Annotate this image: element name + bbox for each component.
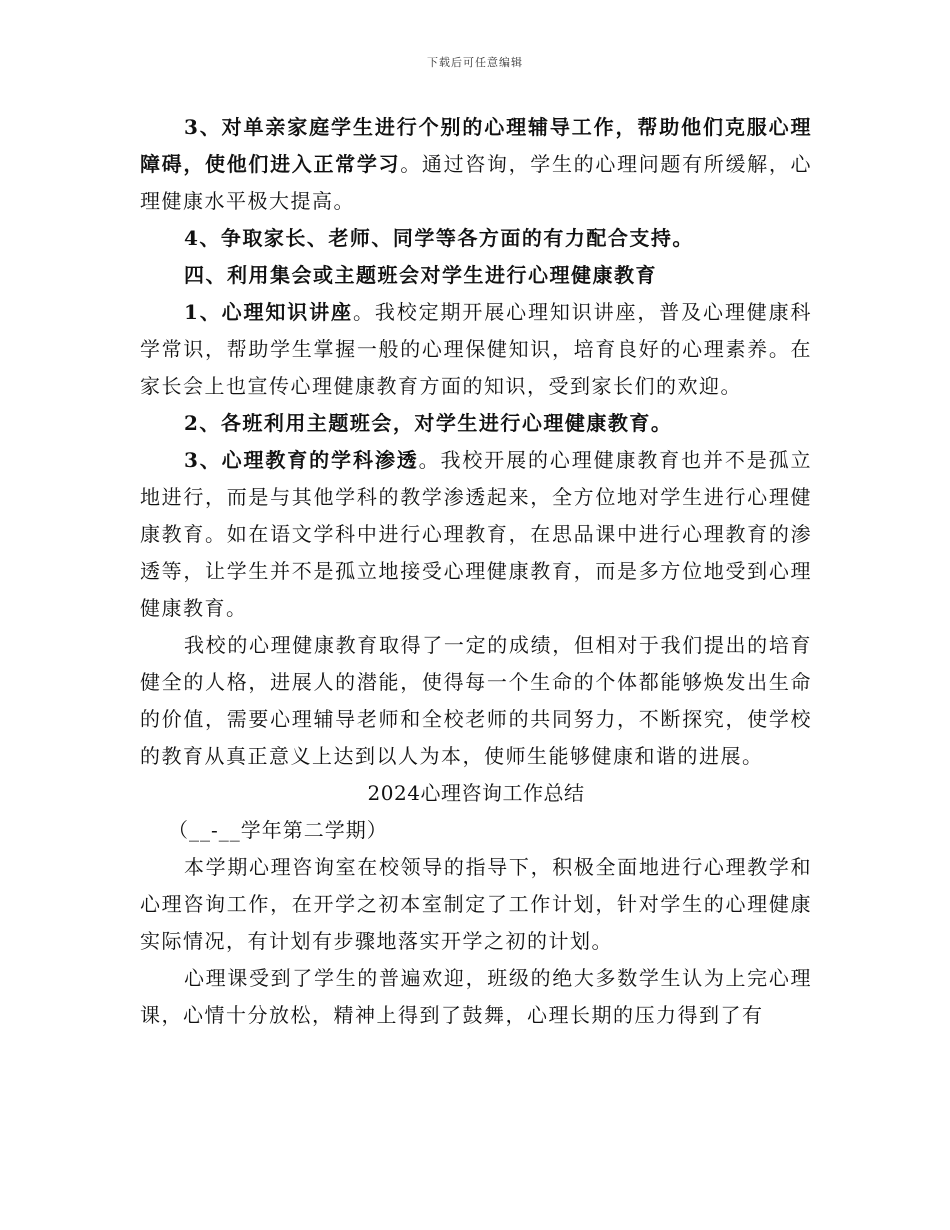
- paragraph-bold-lead: 3、对单亲家庭学生进行个别的心理辅导工作，帮助他们克服心理障碍，使他们进入正常学习: [140, 115, 812, 176]
- paragraph-cooperation-support: 4、争取家长、老师、同学等各方面的有力配合支持。: [184, 226, 694, 250]
- paragraph-text: 。我校开展的心理健康教育也并不是孤立地进行，而是与其他学科的教学渗透起来，全方位地对学生进行心理健康教育。如在语文学科中进行心理教育，在思品课中进行心理教育的渗透等，让学生并不是孤立地接受心理健康教育，而是多方位地受到心理健康教育。: [140, 448, 813, 620]
- paragraph-single-parent-counseling: [140, 109, 812, 220]
- document-title: 2024心理咨询工作总结: [367, 781, 585, 805]
- paragraph-knowledge-lectures: [140, 294, 812, 405]
- paragraph-bold-lead: 1、心理知识讲座: [184, 300, 353, 324]
- page-header-note: 下载后可任意编辑: [427, 56, 523, 69]
- paragraph-conclusion: 我校的心理健康教育取得了一定的成绩，但相对于我们提出的培育健全的人格，进展人的潜能，使得每一个生命的个体都能够焕发出生命的价值，需要心理辅导老师和全校老师的共同努力，不断探究，使学校的教育从真正意义上达到以人为本，使师生能够健康和谐的进展。: [140, 633, 812, 768]
- paragraph-semester-overview: 本学期心理咨询室在校领导的指导下，积极全面地进行心理教学和心理咨询工作，在开学之初本室制定了工作计划，针对学生的心理健康实际情况，有计划有步骤地落实开学之初的计划。: [140, 855, 812, 953]
- document-subtitle: （__-__学年第二学期）: [168, 818, 388, 842]
- paragraph-class-meetings: 2、各班利用主题班会，对学生进行心理健康教育。: [184, 411, 673, 435]
- paragraph-psychology-class: 心理课受到了学生的普遍欢迎，班级的绝大多数学生认为上完心理课，心情十分放松，精神上得到了鼓舞，心理长期的压力得到了有: [140, 966, 812, 1027]
- paragraph-subject-integration: [140, 442, 812, 627]
- paragraph-text: 。通过咨询，学生的心理问题有所缓解，心理健康水平极大提高。: [140, 152, 813, 213]
- document-body: [140, 109, 812, 1034]
- paragraph-text: 。我校定期开展心理知识讲座，普及心理健康科学常识，帮助学生掌握一般的心理保健知识，培育良好的心理素养。在家长会上也宣传心理健康教育方面的知识，受到家长们的欢迎。: [140, 300, 813, 398]
- section-heading-4: 四、利用集会或主题班会对学生进行心理健康教育: [184, 263, 657, 287]
- paragraph-bold-lead: 3、心理教育的学科渗透: [184, 448, 419, 472]
